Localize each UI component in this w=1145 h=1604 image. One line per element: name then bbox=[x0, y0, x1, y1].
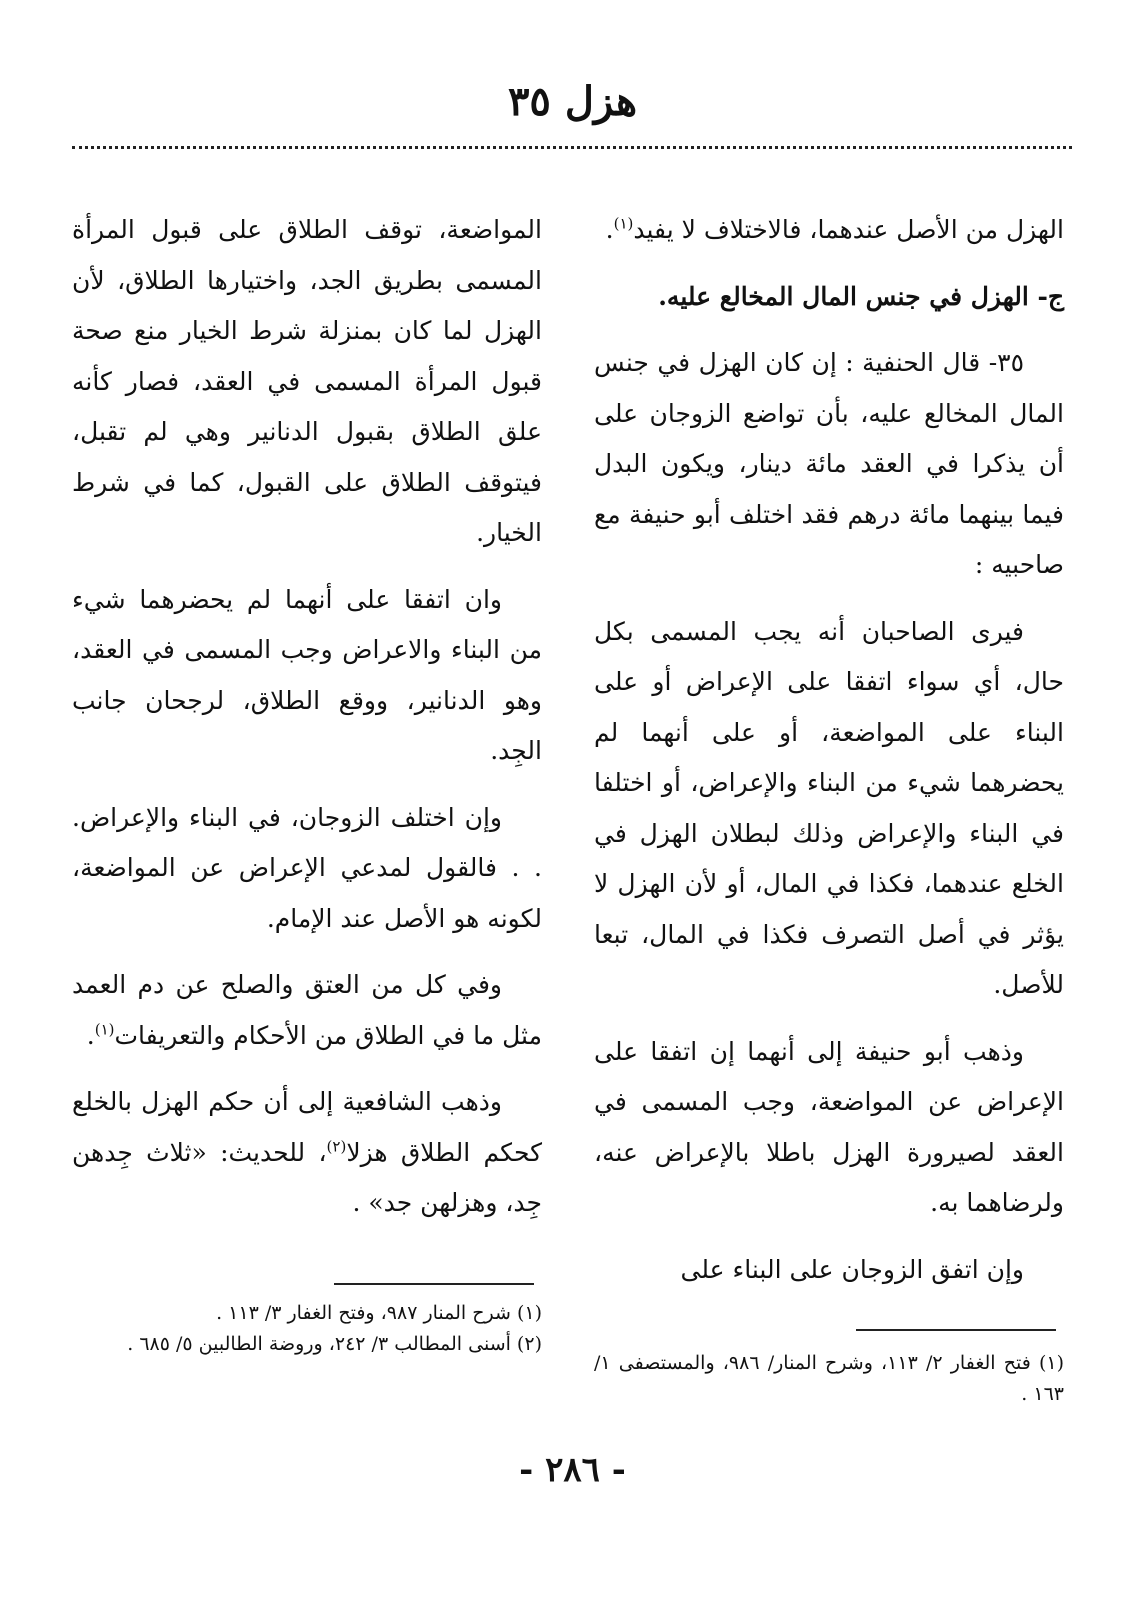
paragraph bbox=[72, 960, 542, 1061]
paragraph-end: . bbox=[86, 1020, 95, 1050]
paragraph: ٣٥- قال الحنفية : إن كان الهزل في جنس المال المخالع عليه، بأن تواضع الزوجان على أن يذكرا في العقد مائة دينار، ويكون البدل فيما بينهما مائة درهم فقد اختلف أبو حنيفة مع صاحبيه : bbox=[594, 348, 1064, 579]
paragraph: وان اتفقا على أنهما لم يحضرهما شيء من البناء والاعراض وجب المسمى في العقد، وهو الدنانير، ووقع الطلاق، لرجحان جانب الجِد. bbox=[72, 584, 542, 765]
paragraph-end: . bbox=[605, 215, 614, 244]
page-header-title: هزل ٣٥ bbox=[507, 78, 638, 125]
footnotes-right bbox=[594, 1348, 1064, 1410]
left-column bbox=[72, 205, 542, 1245]
paragraph-text: وذهب الشافعية إلى أن حكم الهزل بالخلع كحكم الطلاق هزلا bbox=[72, 1087, 542, 1167]
paragraph-text: وفي كل من العتق والصلح عن دم العمد مثل ما في الطلاق من الأحكام والتعريفات bbox=[72, 970, 542, 1050]
paragraph-text: الهزل من الأصل عندهما، فالاختلاف لا يفيد bbox=[633, 215, 1064, 244]
footnote-separator bbox=[856, 1329, 1056, 1331]
paragraph bbox=[72, 1077, 542, 1229]
right-column bbox=[594, 205, 1064, 1311]
paragraph-text: ، للحديث: «ثلاث جِدهن جِد، وهزلهن جد» . bbox=[72, 1137, 542, 1217]
footnote-ref[interactable]: (١) bbox=[94, 1020, 115, 1039]
page-number: - ٢٨٦ - bbox=[519, 1450, 626, 1490]
footnote: (١) شرح المنار ٩٨٧، وفتح الغفار ٣/ ١١٣ . bbox=[216, 1302, 542, 1324]
footnote: (١) فتح الغفار ٢/ ١١٣، وشرح المنار/ ٩٨٦، والمستصفى ١/ ١٦٣ . bbox=[594, 1352, 1065, 1405]
footnote-ref[interactable]: (٢) bbox=[326, 1137, 347, 1156]
footnote: (٢) أسنى المطالب ٣/ ٢٤٢، وروضة الطالبين ٥/ ٦٨٥ . bbox=[127, 1333, 542, 1355]
footnote-separator bbox=[334, 1283, 534, 1285]
header-dotted-rule bbox=[72, 146, 1072, 149]
paragraph: وإن اختلف الزوجان، في البناء والإعراض. . . فالقول لمدعي الإعراض عن المواضعة، لكونه هو الأصل عند الإمام. bbox=[72, 802, 542, 933]
section-subheading: ج- الهزل في جنس المال المخالع عليه. bbox=[658, 281, 1064, 311]
footnotes-left bbox=[72, 1298, 542, 1360]
paragraph: وإن اتفق الزوجان على البناء على bbox=[680, 1254, 1024, 1284]
paragraph: المواضعة، توقف الطلاق على قبول المرأة المسمى بطريق الجد، واختيارها الطلاق، لأن الهزل لما كان بمنزلة شرط الخيار منع صحة قبول المرأة المسمى في العقد، فصار كأنه علق الطلاق بقبول الدنانير وهي لم تقبل، فيتوقف الطلاق على القبول، كما في شرط الخيار. bbox=[72, 215, 542, 547]
paragraph: فيرى الصاحبان أنه يجب المسمى بكل حال، أي سواء اتفقا على الإعراض أو على البناء على المواضعة، أو على أنهما لم يحضرهما شيء من البناء والإعراض، أو اختلفا في البناء والإعراض وذلك لبطلان الهزل في الخلع عندهما، فكذا في المال، أو لأن الهزل لا يؤثر في أصل التصرف فكذا في المال، تبعا للأصل. bbox=[594, 616, 1064, 999]
paragraph bbox=[594, 205, 1064, 256]
footnote-ref[interactable]: (١) bbox=[613, 214, 634, 233]
paragraph: وذهب أبو حنيفة إلى أنهما إن اتفقا على الإعراض عن المواضعة، وجب المسمى في العقد لصيرورة الهزل باطلا بالإعراض عنه، ولرضاهما به. bbox=[594, 1036, 1064, 1217]
